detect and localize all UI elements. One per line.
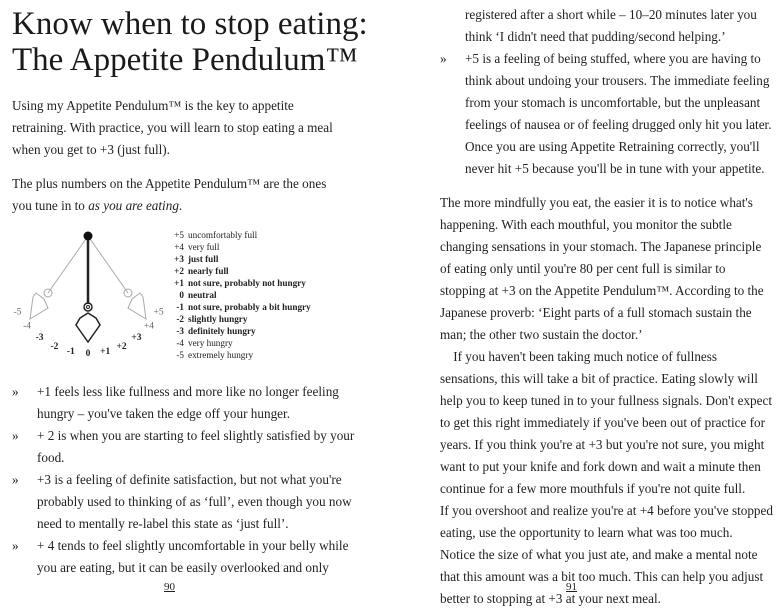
legend-label: very hungry bbox=[188, 338, 233, 348]
legend-number: +5 bbox=[174, 230, 184, 240]
text-line: to get this right immediately if you've been out of practice for bbox=[440, 415, 766, 430]
legend-label: neutral bbox=[188, 290, 217, 300]
title-line: Know when to stop eating: bbox=[12, 6, 368, 42]
bullet-list bbox=[440, 48, 772, 180]
legend-item bbox=[170, 277, 311, 289]
legend-item bbox=[170, 289, 311, 301]
text-line: help you to keep tuned in to your fullness signals. Don't expect bbox=[440, 393, 773, 408]
legend-item bbox=[170, 313, 311, 325]
text-line: want to put your knife and fork down and wait a minute then bbox=[440, 459, 761, 474]
legend-label: definitely hungry bbox=[188, 326, 256, 336]
scale-tick-label: -5 bbox=[13, 307, 22, 318]
legend-item bbox=[170, 253, 311, 265]
bullet-marker: » bbox=[440, 51, 447, 66]
scale-tick-label: +5 bbox=[153, 307, 164, 318]
page-number: 91 bbox=[566, 581, 577, 593]
text-line: happening. With each mouthful, you monitor the subtle bbox=[440, 217, 732, 232]
legend-item bbox=[170, 325, 311, 337]
text-line: feelings of nausea or of feeling drugged only hit you later. bbox=[465, 117, 772, 132]
text-line: food. bbox=[37, 450, 65, 465]
scale-tick-label: +4 bbox=[143, 321, 154, 332]
bullet-item bbox=[12, 469, 354, 535]
legend-label: nearly full bbox=[188, 266, 229, 276]
text-line: need to mentally re-label this state as ‘just full’. bbox=[37, 516, 289, 531]
legend-number: -3 bbox=[176, 326, 184, 336]
legend-number: +3 bbox=[174, 254, 184, 264]
scale-tick-label: 0 bbox=[85, 349, 91, 359]
text-line: retraining. With practice, you will learn to stop eating a meal bbox=[12, 120, 333, 135]
pendulum-right-ghost bbox=[88, 236, 146, 319]
page-title bbox=[12, 6, 368, 78]
legend-item bbox=[170, 241, 311, 253]
text-line: years. If you think you're at +3 but you're not sure, you might bbox=[440, 437, 765, 452]
practice-paragraph bbox=[440, 346, 773, 610]
text-line: +5 is a feeling of being stuffed, where you are having to bbox=[465, 51, 761, 66]
intro-paragraph bbox=[12, 95, 333, 161]
scale-tick-label: -1 bbox=[66, 347, 75, 358]
text-line: from your stomach is uncomfortable, but the unpleasant bbox=[465, 95, 761, 110]
text-line: probably used to thinking of as ‘full’, even though you now bbox=[37, 494, 352, 509]
text-line: you are eating, but it can be easily overlooked and only bbox=[37, 560, 329, 575]
legend-item bbox=[170, 301, 311, 313]
bullet-item bbox=[12, 381, 354, 425]
legend-number: -2 bbox=[176, 314, 184, 324]
text-line: that this amount was a bit too much. This can help you adjust bbox=[440, 569, 764, 584]
text-line: sensations, this will take a bit of practice. Eating slowly will bbox=[440, 371, 758, 386]
legend-label: very full bbox=[188, 242, 220, 252]
text-line: man; the other two sustain the doctor.’ bbox=[440, 327, 643, 342]
text-line: Once you are using Appetite Retraining correctly, you'll bbox=[465, 139, 760, 154]
text-line: think ‘I didn't need that pudding/second helping.’ bbox=[465, 29, 726, 44]
legend-number: +1 bbox=[174, 278, 184, 288]
legend-number: 0 bbox=[179, 290, 184, 300]
text-line: stopping at +3 on the Appetite Pendulum™. According to the bbox=[440, 283, 764, 298]
legend-number: -5 bbox=[176, 350, 184, 360]
legend-label: just full bbox=[188, 254, 219, 264]
left-page bbox=[0, 0, 388, 600]
scale-tick-label: +3 bbox=[131, 333, 142, 344]
text-line: when you get to +3 (just full). bbox=[12, 142, 170, 157]
bullet-marker: » bbox=[12, 384, 19, 399]
legend-item bbox=[170, 229, 311, 241]
appetite-pendulum-diagram bbox=[0, 225, 170, 365]
text-line: registered after a short while – 10–20 minutes later you bbox=[465, 7, 757, 22]
legend-item bbox=[170, 265, 311, 277]
text-line: The plus numbers on the Appetite Pendulum™ are the ones bbox=[12, 176, 327, 191]
text-line: of eating only until you're 80 per cent full is similar to bbox=[440, 261, 726, 276]
text-line: + 4 tends to feel slightly uncomfortable in your belly while bbox=[37, 538, 349, 553]
title-line: The Appetite Pendulum™ bbox=[12, 42, 358, 78]
continued-paragraph bbox=[465, 4, 757, 48]
text-line: better to stopping at +3 at your next meal. bbox=[440, 591, 661, 606]
text-line: The more mindfully you eat, the easier it is to notice what's bbox=[440, 195, 753, 210]
text-line: never hit +5 because you'll be in tune with your appetite. bbox=[465, 161, 765, 176]
text-line: eating, use the opportunity to learn what was too much. bbox=[440, 525, 733, 540]
pendulum-left-ghost bbox=[30, 236, 88, 319]
pivot-dot bbox=[84, 232, 93, 241]
page-number: 90 bbox=[164, 581, 175, 593]
mindful-paragraph bbox=[440, 192, 764, 346]
legend-item bbox=[170, 337, 311, 349]
legend-label: uncomfortably full bbox=[188, 230, 258, 240]
legend-label: not sure, probably a bit hungry bbox=[188, 302, 311, 312]
legend-label: not sure, probably not hungry bbox=[188, 278, 306, 288]
right-page bbox=[388, 0, 777, 606]
legend-number: -4 bbox=[176, 338, 184, 348]
text-line: changing sensations in your stomach. The Japanese principle bbox=[440, 239, 762, 254]
legend-number: +2 bbox=[174, 266, 184, 276]
legend-number: +4 bbox=[174, 242, 184, 252]
text-line: think about undoing your trousers. The immediate feeling bbox=[465, 73, 770, 88]
text-line: Notice the size of what you just ate, and make a mental note bbox=[440, 547, 758, 562]
legend-item bbox=[170, 349, 311, 361]
text-line: If you overshoot and realize you're at +4 before you've stopped bbox=[440, 503, 773, 518]
scale-tick-label: +2 bbox=[116, 341, 127, 352]
text-line: Using my Appetite Pendulum™ is the key to appetite bbox=[12, 98, 294, 113]
legend-label: slightly hungry bbox=[188, 314, 248, 324]
bullet-item bbox=[12, 425, 354, 469]
scale-tick-label: -2 bbox=[50, 341, 59, 352]
legend-label: extremely hungry bbox=[188, 350, 254, 360]
pendulum-legend bbox=[170, 229, 311, 361]
text-line: + 2 is when you are starting to feel slightly satisfied by your bbox=[37, 428, 355, 443]
text-line: Japanese proverb: ‘Eight parts of a full stomach sustain the bbox=[440, 305, 752, 320]
bullet-item bbox=[440, 48, 772, 180]
scale-tick-label: +1 bbox=[100, 347, 111, 358]
bullet-marker: » bbox=[12, 538, 19, 553]
text-line: +1 feels less like fullness and more like no longer feeling bbox=[37, 384, 339, 399]
scale-tick-label: -3 bbox=[35, 333, 44, 344]
bullet-marker: » bbox=[12, 472, 19, 487]
bullet-item bbox=[12, 535, 354, 579]
bullet-list bbox=[12, 381, 354, 579]
text-line: hungry – you've taken the edge off your hunger. bbox=[37, 406, 290, 421]
text-line: continue for a few more mouthfuls if you're not quite full. bbox=[440, 481, 746, 496]
bullet-marker: » bbox=[12, 428, 19, 443]
legend-number: -1 bbox=[176, 302, 184, 312]
text-line: +3 is a feeling of definite satisfaction, but not what you're bbox=[37, 472, 342, 487]
plus-paragraph bbox=[12, 173, 326, 217]
text-line: If you haven't been taking much notice of fullness bbox=[440, 349, 718, 364]
scale-tick-label: -4 bbox=[23, 321, 32, 332]
text-line: you tune in to as you are eating. bbox=[12, 198, 183, 213]
